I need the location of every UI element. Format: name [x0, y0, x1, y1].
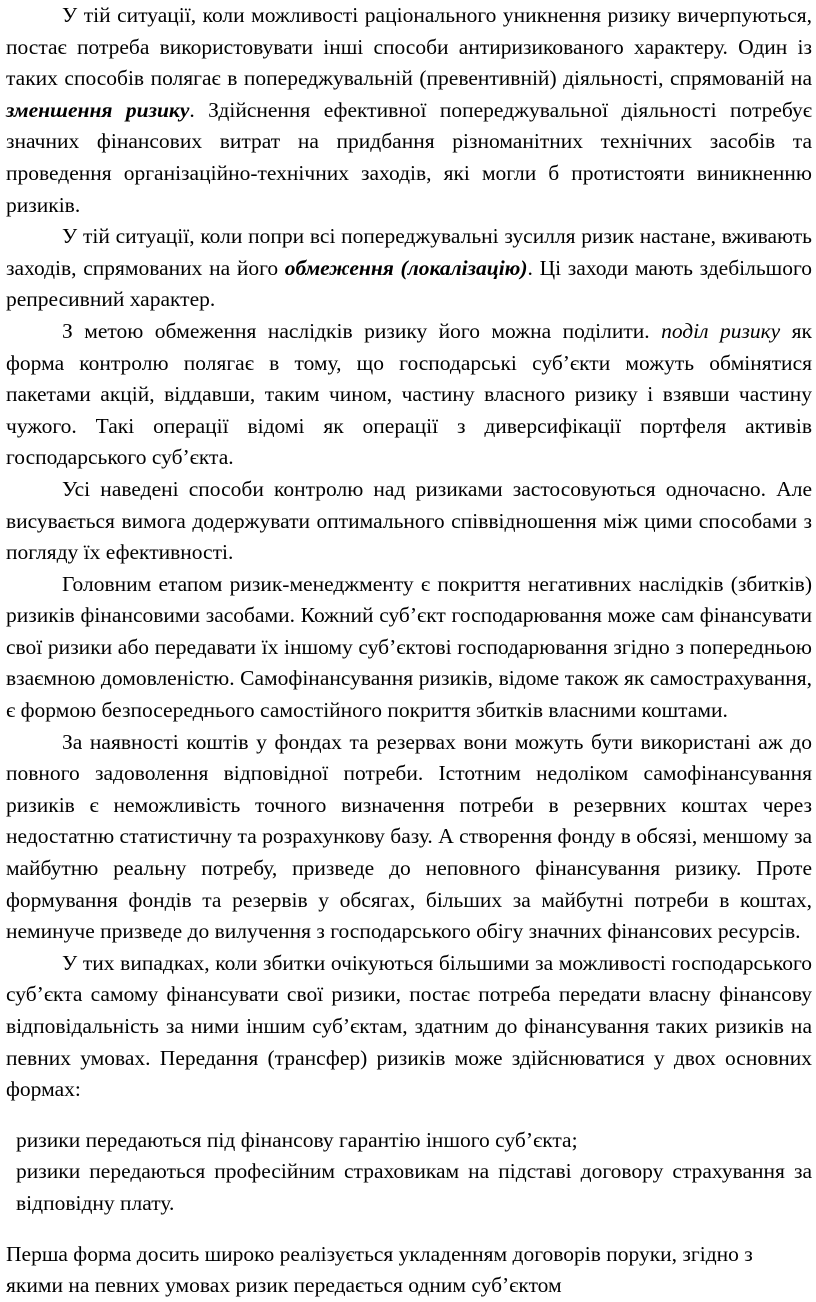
term-risk-sharing: поділ ризику [661, 318, 781, 343]
paragraph-reserves: За наявності коштів у фондах та резервах вони можуть бути використані аж до повного задоволення відповідної потреби. Істотним недоліком самофінансування ризиків є неможливість точного визначення потреби в резервних коштах через недостатню статистичну та розрахункову базу. А створення фонду в обсязі, меншому за майбутню реальну потребу, призведе до неповного фінансування ризику. Проте формування фондів та резервів у обсягах, більших за майбутні потреби в коштах, неминуче призведе до вилучення з господарського обігу значних фінансових ресурсів. [6, 729, 812, 944]
list-item: ризики передаються професійним страховикам на підставі договору страхування за відповідну плату. [16, 1159, 812, 1215]
paragraph-methods: Усі наведені способи контролю над ризиками застосовуються одночасно. Але висувається вимога додержувати оптимального співвідношення між цими способами з погляду їх ефективності. [6, 476, 812, 565]
term-risk-limitation: обмеження (локалізацію) [284, 255, 528, 280]
term-risk-reduction: зменшення ризику [6, 97, 190, 122]
spacer [6, 1220, 812, 1239]
paragraph-closing: Перша форма досить широко реалізується укладенням договорів поруки, згідно з якими на певних умовах ризик передається одним суб’єктом [6, 1241, 753, 1298]
paragraph-limitation: У тій ситуації, коли попри всі попереджувальні зусилля ризик настане, вживають заходів, спрямованих на його обмеження (локалізацію). Ці заходи мають здебільшого репресивний характер. [6, 224, 812, 312]
transfer-forms-list [6, 1125, 812, 1220]
paragraph-coverage: Головним етапом ризик-менеджменту є покриття негативних наслідків (збитків) ризиків фінансовими засобами. Кожний суб’єкт господарювання може сам фінансувати свої ризики або передавати їх іншому суб’єктові господарювання згідно з попередньою взаємною домовленістю. Самофінансування ризиків, відоме також як самострахування, є формою безпосереднього самостійного покриття збитків власними коштами. [6, 571, 812, 723]
spacer [6, 1106, 812, 1125]
paragraph-prevention: У тій ситуації, коли можливості раціонального уникнення ризику вичерпуються, постає потреба використовувати інші способи антиризикованого характеру. Один із таких способів полягає в попереджувальній (превентивній) діяльності, спрямованій на зменшення ризику. Здійснення ефективної попереджувальної діяльності потребує значних фінансових витрат на придбання різноманітних технічних засобів та проведення організаційно-технічних заходів, які могли б протистояти виникненню ризиків. [6, 3, 812, 217]
paragraph-risk-sharing: З метою обмеження наслідків ризику його можна поділити. поділ ризику як форма контролю полягає в тому, що господарські суб’єкти можуть обмінятися пакетами акцій, віддавши, таким чином, частину власного ризику і взявши частину чужого. Такі операції відомі як операції з диверсифікації портфеля активів господарського суб’єкта. [6, 318, 812, 470]
paragraph-transfer: У тих випадках, коли збитки очікуються більшими за можливості господарського суб’єкта самому фінансувати свої ризики, постає потреба передати власну фінансову відповідальність за ними іншим суб’єктам, здатним до фінансування таких ризиків на певних умовах. Передання (трансфер) ризиків може здійснюватися у двох основних формах: [6, 950, 812, 1102]
list-item: ризики передаються під фінансову гарантію іншого суб’єкта; [16, 1127, 578, 1152]
